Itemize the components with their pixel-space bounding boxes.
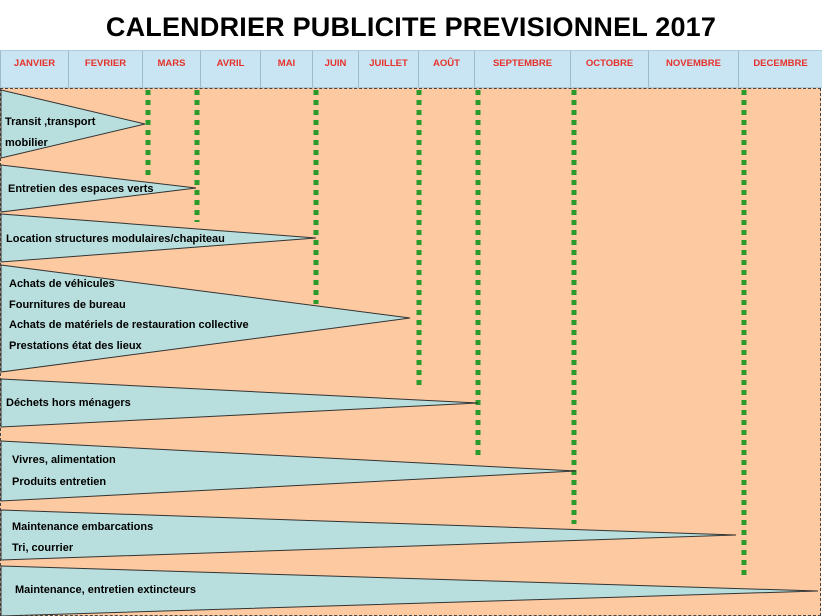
page-title: CALENDRIER PUBLICITE PREVISIONNEL 2017: [105, 12, 717, 42]
wedge-g6: [1, 441, 576, 501]
item-label: Achats de véhicules: [9, 278, 115, 290]
item-label: mobilier: [5, 137, 48, 149]
item-label: Fournitures de bureau: [9, 299, 126, 311]
month-octobre: OCTOBRE: [570, 51, 648, 87]
item-label: Maintenance embarcations: [12, 521, 154, 533]
month-fevrier: FEVRIER: [68, 51, 142, 87]
item-label: Achats de matériels de restauration collective: [9, 319, 249, 331]
wedge-g7: [1, 510, 736, 560]
month-avril: AVRIL: [200, 51, 260, 87]
month-mai: MAI: [260, 51, 312, 87]
month-septembre: SEPTEMBRE: [474, 51, 570, 87]
item-label: Entretien des espaces verts: [8, 183, 154, 195]
item-label: Tri, courrier: [12, 542, 74, 554]
month-janvier: JANVIER: [0, 51, 68, 87]
item-label: Prestations état des lieux: [9, 340, 142, 352]
item-label: Location structures modulaires/chapiteau: [6, 233, 225, 245]
month-juillet: JUILLET: [358, 51, 418, 87]
item-label: Transit ,transport: [5, 116, 96, 128]
item-label: Vivres, alimentation: [12, 454, 116, 466]
month-novembre: NOVEMBRE: [648, 51, 738, 87]
month-juin: JUIN: [312, 51, 358, 87]
item-label: Maintenance, entretien extincteurs: [15, 584, 196, 596]
month-mars: MARS: [142, 51, 200, 87]
item-label: Déchets hors ménagers: [6, 397, 131, 409]
month-decembre: DECEMBRE: [738, 51, 822, 87]
item-label: Produits entretien: [12, 476, 107, 488]
month-aout: AOÛT: [418, 51, 474, 87]
